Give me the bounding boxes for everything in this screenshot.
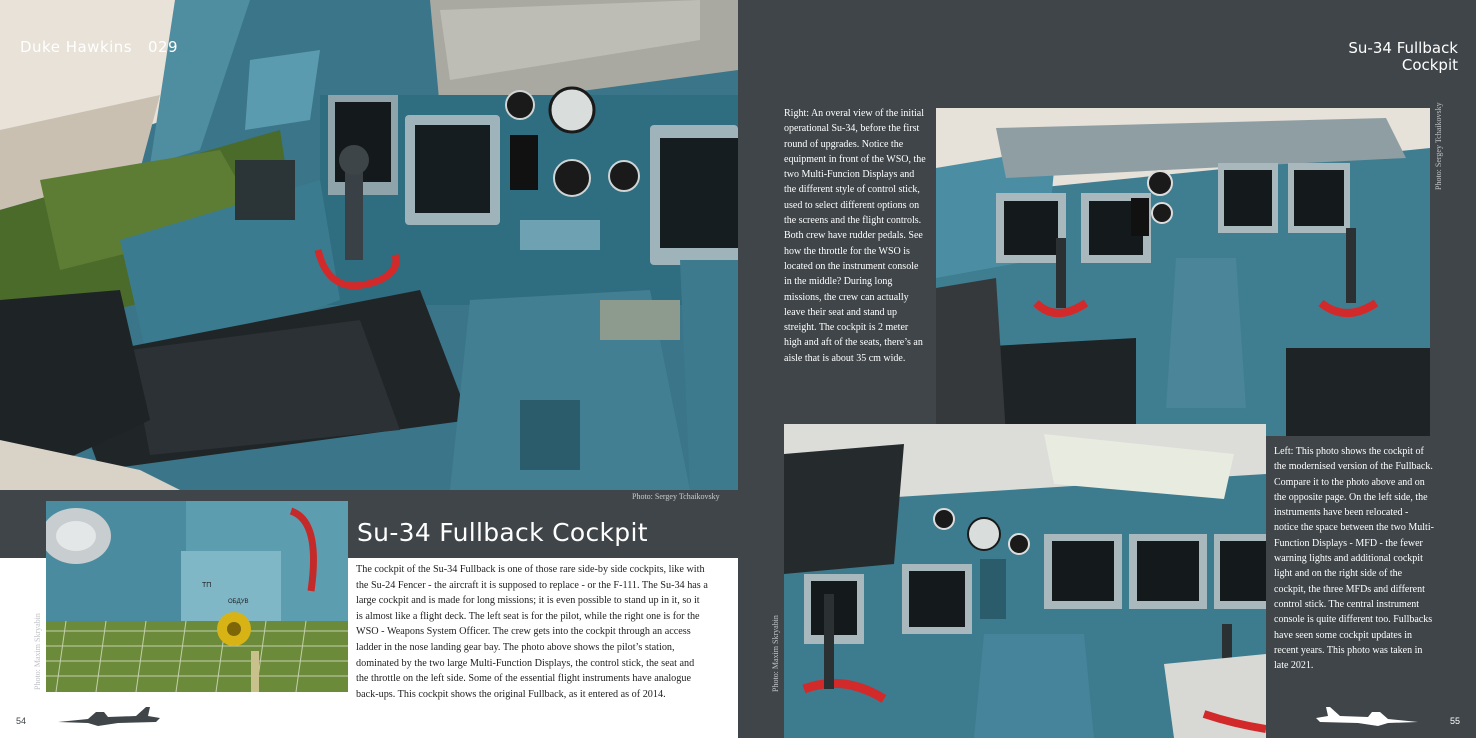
aircraft-silhouette-icon-right — [1316, 704, 1418, 728]
right-top-photo — [936, 108, 1430, 436]
issue-number: 029 — [147, 38, 179, 56]
page-number-left: 54 — [16, 716, 27, 726]
detail-label-b: ОБДУВ — [228, 599, 249, 605]
brand-name: Duke Hawkins — [20, 38, 133, 56]
detail-photo — [46, 501, 348, 692]
right-bottom-caption: Left: This photo shows the cockpit of the modernised version of the Fullback. Compare it to the photo above and on the opposite page. On the left side, the instruments have been relocated - notice the space between the two Multi-Function Displays - MFD - the fewer warning lights and additional cockpit light and on the right side of the cockpit, the three MFDs and different control stick. The central instrument console is quite different too. Fullbacks have seen some cockpit updates in recent years. This photo was taken in late 2021. — [1274, 446, 1434, 672]
page-title: Su-34 Fullback Cockpit — [357, 518, 648, 547]
magazine-header — [20, 38, 178, 56]
right-top-caption: Right: An overal view of the initial operational Su-34, before the first round of upgrades. Notice the equipment in front of the WSO, the two Multi-Funcion Displays and the different style of control stick, used to select different options on the screens and the flight controls. Both crew have rudder pedals. See how the throttle for the WSO is located on the instrument console in the middle? During long missions, the crew can actually leave their seat and stand up streight. The cockpit is 2 meter high and aft of the seats, there’s an aisle that is about 35 cm wide. — [784, 108, 926, 364]
right-top-credit: Photo: Sergey Tchaikovsky — [1434, 102, 1443, 190]
right-bottom-credit: Photo: Maxim Skryabin — [771, 615, 780, 692]
main-photo-credit: Photo: Sergey Tchaikovsky — [632, 492, 720, 501]
aircraft-silhouette-icon — [58, 704, 160, 728]
detail-photo-credit: Photo: Maxim Skryabin — [33, 613, 42, 690]
section-header — [1348, 40, 1458, 74]
section-title-line2: Cockpit — [1401, 56, 1458, 74]
detail-label-a: ТП — [202, 582, 212, 589]
body-text: The cockpit of the Su-34 Fullback is one of those rare side-by side cockpits, like with the Su-24 Fencer - the aircraft it is supposed to replace - or the F-111. The Su-34 has a large cockpit and is made for long missions; it is even possible to stand up in it, so it is almost like a flight deck. The left seat is for the pilot, while the right one is for the WSO - Weapons System Officer. The crew gets into the cockpit through an access ladder in the nose landing gear bay. The photo above shows the pilot’s station, dominated by the two large Multi-Function Displays, the control stick, the seat and the throttle on the left side. Some of the essential flight instruments have analogue back-ups. This cockpit shows the original Fullback, as it entered as of 2014. — [356, 564, 708, 700]
main-cockpit-photo — [0, 0, 738, 490]
section-title-line1: Su-34 Fullback — [1348, 39, 1458, 57]
right-bottom-photo — [784, 424, 1266, 738]
page-number-right: 55 — [1450, 716, 1461, 726]
